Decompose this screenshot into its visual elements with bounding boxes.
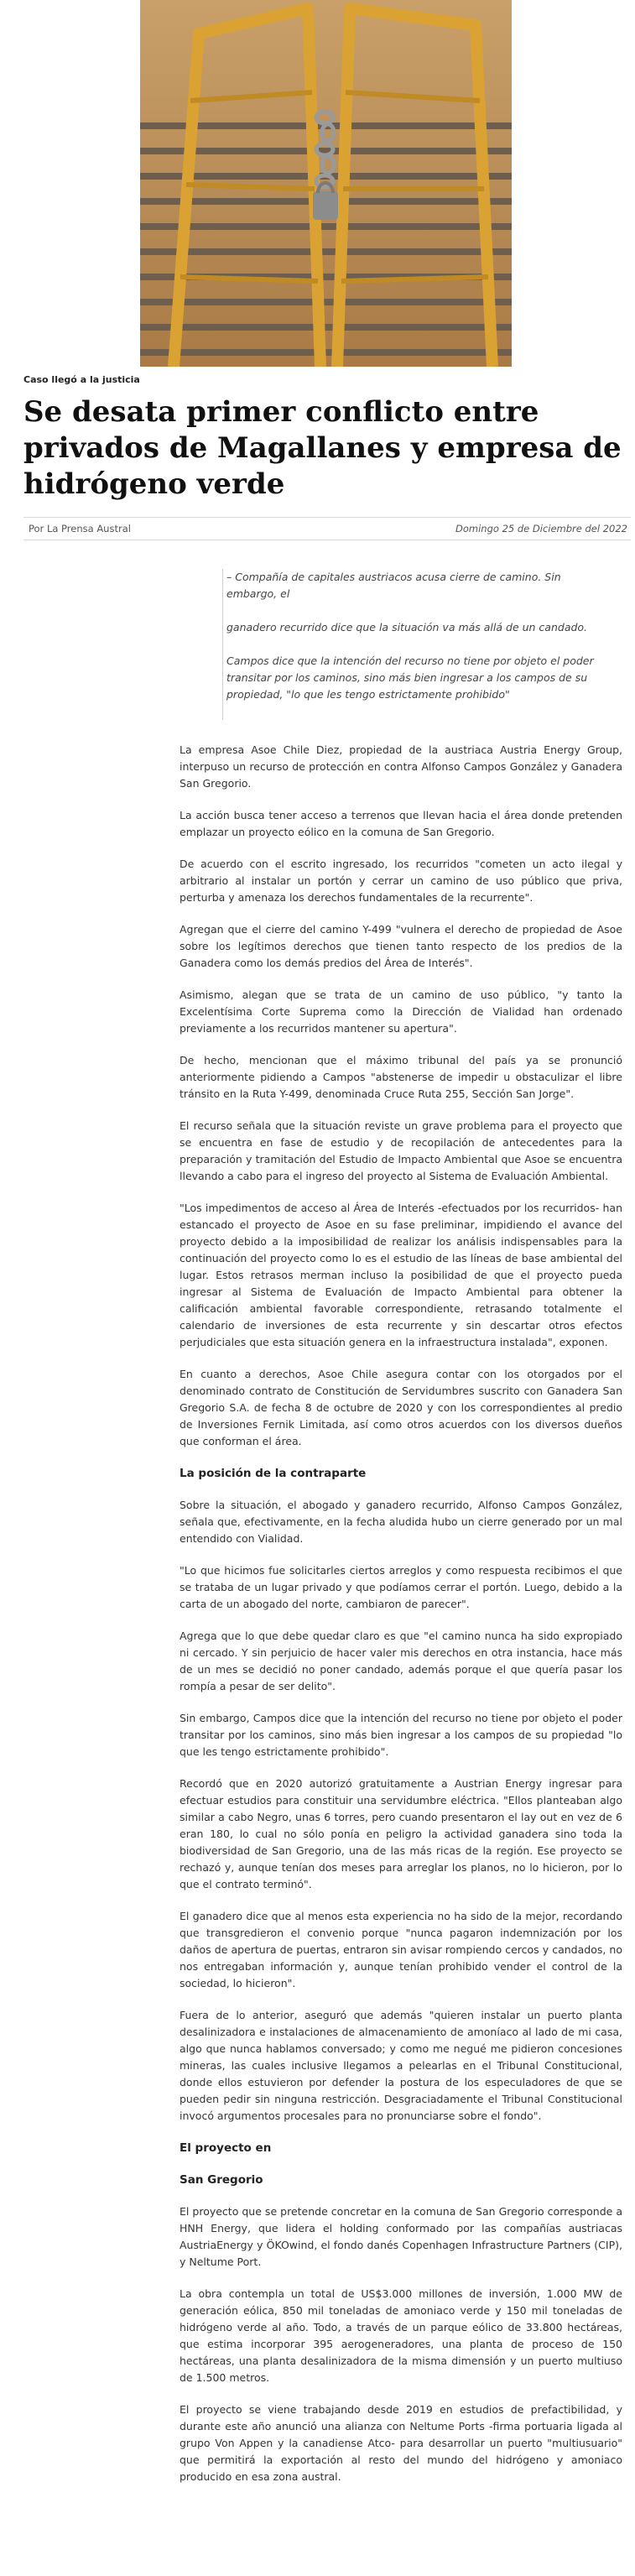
article-paragraph: El proyecto se viene trabajando desde 2019 en estudios de prefactibilidad, y durante este año anunció una alianza con Neltume Ports -firma portuaria ligada al grupo Von Appen y la canadiense Atco- para desarrollar un puerto "multiusuario" que permitirá la exportación al resto del mundo del hidrógeno y amoniaco producido en esa zona austral. <box>180 2403 622 2483</box>
article-title: Se desata primer conflicto entre privados de Magallanes y empresa de hidrógeno verde <box>23 395 622 501</box>
article-paragraph: En cuanto a derechos, Asoe Chile asegura contar con los otorgados por el denominado contrato de Constitución de Servidumbres suscrito con Ganadera San Gregorio S.A. de fecha 8 de octubre de 2020 y con los correspondientes al predio de Inversiones Fernik Limitada, así como otros acuerdos con los diversos dueños que conforman el área. <box>180 1368 622 1447</box>
article-paragraph: Agregan que el cierre del camino Y-499 "vulnera el derecho de propiedad de Asoe sobre los legítimos derechos que tienen tanto respecto de los predios de la Ganadera como los demás predios del Área de Interés". <box>180 923 622 969</box>
hero-image <box>140 0 512 367</box>
article-paragraph: De acuerdo con el escrito ingresado, los recurridos "cometen un acto ilegal y arbitrario al instalar un portón y cerrar un camino de uso público que priva, perturba y amenaza los derechos fundamentales de la recurrente". <box>180 858 622 904</box>
article-paragraph: Agrega que lo que debe quedar claro es que "el camino nunca ha sido expropiado ni cercado. Y sin perjuicio de hacer valer mis derechos en otra instancia, hace más de un mes se decidió no poner candado, además porque el que quería pasar los rompía a pesar de ser delito". <box>180 1630 622 1692</box>
article-paragraph: El proyecto que se pretende concretar en la comuna de San Gregorio corresponde a HNH Energy, que lidera el holding conformado por las compañías austriacas AustriaEnergy y ÖKOwind, el fondo danés Copenhagen Infrastructure Partners (CIP), y Neltume Port. <box>180 2205 622 2268</box>
article-author: Por La Prensa Austral <box>29 523 131 534</box>
article-paragraph: "Los impedimentos de acceso al Área de Interés -efectuados por los recurridos- han estancado el proyecto de Asoe en su fase preliminar, impidiendo el avance del proyecto debido a la imposibilidad de realizar los análisis indispensables para la continuación del proyecto como lo es el estudio de las líneas de base ambiental del lugar. Estos retrasos merman incluso la posibilidad de que el proyecto pueda ingresar al Sistema de Evaluación de Impacto Ambiental para obtener la calificación ambiental favorable correspondiente, retrasando totalmente el calendario de inversiones de esta recurrente y sin descartar otros efectos perjudiciales que esta situación genera en la infraestructura instalada", exponen. <box>180 1202 622 1348</box>
quote-line: ganadero recurrido dice que la situación va más allá de un candado. <box>226 621 588 634</box>
article-body <box>180 742 622 2500</box>
article-paragraph: "Lo que hicimos fue solicitarles ciertos arreglos y como respuesta recibimos el que se trataba de un lugar privado y que podíamos cerrar el portón. Luego, debido a la carta de un abogado del norte, cambiaron de parecer". <box>180 1564 622 1610</box>
quote-line: Campos dice que la intención del recurso no tiene por objeto el poder transitar por los caminos, sino más bien ingresar a los campos de su propiedad, "lo que les tengo estrictamente prohibido" <box>226 654 594 701</box>
article-paragraph: El recurso señala que la situación reviste un grave problema para el proyecto que se encuentra en fase de estudio y de recopilación de antecedentes para la preparación y tramitación del Estudio de Impacto Ambiental que Asoe se encuentra llevando a cabo para el ingreso del proyecto al Sistema de Evaluación Ambiental. <box>180 1119 622 1182</box>
article-paragraph: Fuera de lo anterior, aseguró que además "quieren instalar un puerto planta desalinizadora e instalaciones de almacenamiento de amoníaco al lado de mi casa, algo que nunca hablamos conversado; y como me negué me pidieron concesiones mineras, las cuales inclusive llegamos a pelearlas en el Tribunal Constitucional, donde ellos estuvieron por defender la postura de los especuladores de que se pueden pedir sin ninguna restricción. Desgraciadamente el Tribunal Constitucional invocó argumentos procesales para no pronunciarse sobre el fondo". <box>180 2009 622 2122</box>
article-paragraph: Recordó que en 2020 autorizó gratuitamente a Austrian Energy ingresar para efectuar estudios para constituir una servidumbre eléctrica. "Ellos planteaban algo similar a cabo Negro, unas 6 torres, pero cuando presentaron el lay out en vez de 6 eran 180, lo cual no sólo ponía en peligro la actividad ganadera sino toda la biodiversidad de San Gregorio, una de las más ricas de la región. Ese proyecto se rechazó y, aunque tenían dos meses para arreglar los planos, no lo hicieron, por lo que el contrato terminó". <box>180 1777 622 1890</box>
article-paragraph: Sin embargo, Campos dice que la intención del recurso no tiene por objeto el poder transitar por los caminos, sino más bien ingresar a los campos de su propiedad "lo que les tengo estrictamente prohibido". <box>180 1712 622 1758</box>
article-summary-quote <box>222 569 596 720</box>
article-meta <box>23 517 631 540</box>
article-paragraph: Sobre la situación, el abogado y ganadero recurrido, Alfonso Campos González, señala que, efectivamente, en la fecha aludida hubo un cierre generado por un mal entendido con Vialidad. <box>180 1499 622 1545</box>
section-heading-proyecto: El proyecto en <box>180 2141 272 2155</box>
article-date: Domingo 25 de Diciembre del 2022 <box>455 523 627 534</box>
article-paragraph: La acción busca tener acceso a terrenos que llevan hacia el área donde pretenden emplazar un proyecto eólico en la comuna de San Gregorio. <box>180 809 622 838</box>
section-heading-san-gregorio: San Gregorio <box>180 2173 263 2187</box>
quote-line: – Compañía de capitales austriacos acusa cierre de camino. Sin embargo, el <box>226 571 561 600</box>
section-heading-contraparte: La posición de la contraparte <box>180 1467 367 1480</box>
article-paragraph: Asimismo, alegan que se trata de un camino de uso público, "y tanto la Excelentísima Corte Suprema como la Dirección de Vialidad han ordenado previamente a los recurridos mantener su apertura". <box>180 988 622 1035</box>
gate-chain-lock-photo-icon <box>140 0 512 367</box>
article-paragraph: La obra contempla un total de US$3.000 millones de inversión, 1.000 MW de generación eólica, 850 mil toneladas de amoniaco verde y 150 mil toneladas de hidrógeno verde al año. Todo, a través de un parque eólico de 33.800 hectáreas, que estima incorporar 395 aerogeneradores, una planta de proceso de 150 hectáreas, una planta desalinizadora de la misma dimensión y un puerto multiuso de 1.500 metros. <box>180 2287 622 2384</box>
article-paragraph: De hecho, mencionan que el máximo tribunal del país ya se pronunció anteriormente pidiendo a Campos "abstenerse de impedir u obstaculizar el libre tránsito en la Ruta Y-499, denominada Cruce Ruta 255, Sección San Jorge". <box>180 1054 622 1100</box>
article-paragraph: La empresa Asoe Chile Diez, propiedad de la austriaca Austria Energy Group, interpuso un recurso de protección en contra Alfonso Campos González y Ganadera San Gregorio. <box>180 743 622 790</box>
article-kicker: Caso llegó a la justicia <box>23 374 140 385</box>
article-paragraph: El ganadero dice que al menos esta experiencia no ha sido de la mejor, recordando que transgredieron el convenio porque "nunca pagaron indemnización por los daños de apertura de puertas, entraron sin avisar rompiendo cercos y candados, no nos entregaban información y, aunque tenían prohibido vender el control de la sociedad, lo hicieron". <box>180 1910 622 1989</box>
